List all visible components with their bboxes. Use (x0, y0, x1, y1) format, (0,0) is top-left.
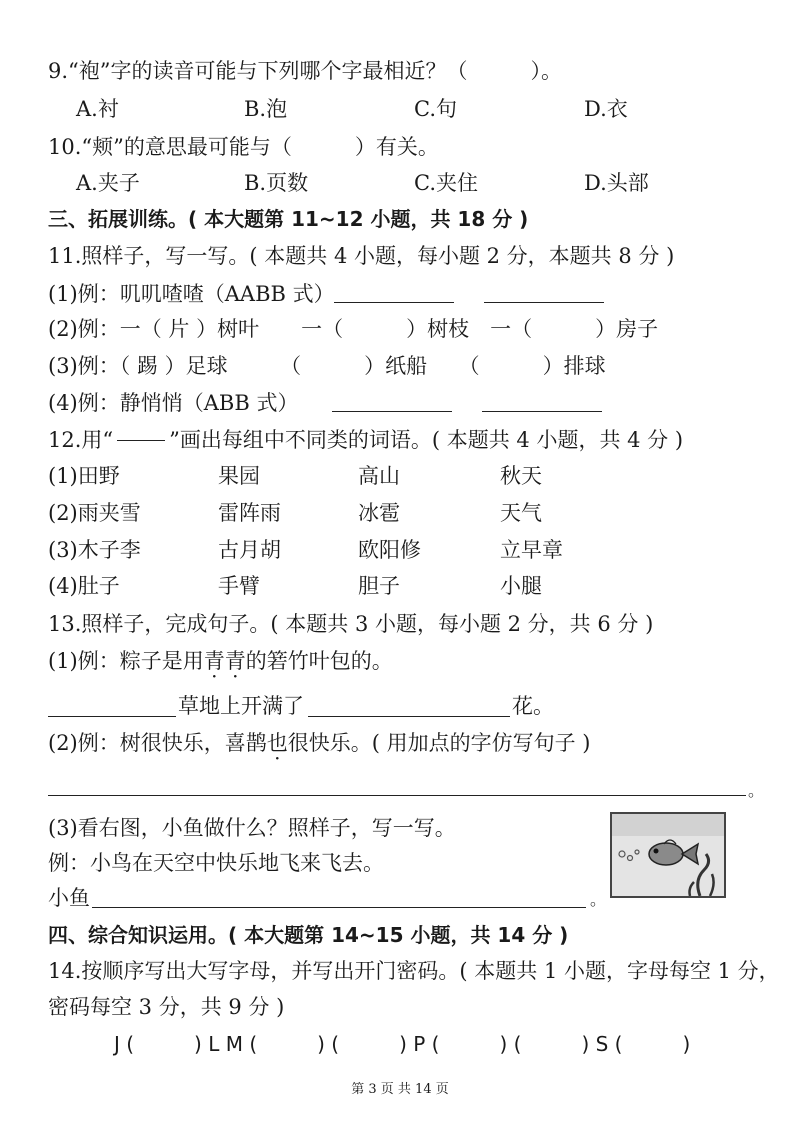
q13-ex2-dotted: 也 (266, 731, 288, 755)
q11-1-blank-b[interactable] (484, 302, 604, 303)
q11-item-2: (2)例：一（ 片 ）树叶 一（ ）树枝 一（ ）房子 (48, 317, 659, 341)
q9-option-b: B.泡 (244, 97, 288, 121)
q12-row1-c4[interactable]: 秋天 (500, 464, 542, 488)
q11-1-blank-a[interactable] (334, 302, 454, 303)
q10-stem: 10.“颊”的意思最可能与（ ）有关。 (48, 135, 439, 159)
q13-example-2 (48, 730, 591, 756)
q12-row2-c3[interactable]: 冰雹 (358, 501, 400, 525)
q9-option-a: A.衬 (76, 97, 119, 121)
q11-item-4: (4)例：静悄悄（ABB 式） (48, 391, 299, 415)
page-number: 第 3 页 共 14 页 (351, 1082, 449, 1097)
q13-1-blank-b[interactable] (308, 716, 510, 717)
q12-row3-c2[interactable]: 古月胡 (218, 538, 281, 562)
q10-option-b: B.页数 (244, 171, 309, 195)
q12-row4-c1: (4)肚子 (48, 574, 120, 598)
q11-4-blank-a[interactable] (332, 411, 452, 412)
q11-item-3: (3)例：（ 踢 ）足球 （ ）纸船 （ ）排球 (48, 354, 606, 378)
q11-4-blank-b[interactable] (482, 411, 602, 412)
q12-row3-c3[interactable]: 欧阳修 (358, 538, 421, 562)
q13-ex2-part3: 很快乐。( 用加点的字仿写句子 ) (287, 731, 591, 755)
q13-3-end-mark: 。 (590, 890, 607, 909)
q14-letters[interactable]: J ( ) L M ( ) ( ) P ( ) ( ) S ( ) (114, 1032, 691, 1056)
q12-row4-c3[interactable]: 胆子 (358, 574, 400, 598)
fish-picture (610, 812, 726, 898)
q10-option-a: A.夹子 (76, 171, 140, 195)
q14-stem-line1: 14.按顺序写出大写字母，并写出开门密码。( 本题共 1 小题，字母每空 1 分， (48, 959, 780, 983)
q13-3-answer-line[interactable] (92, 907, 586, 908)
q13-ex1-part3: 的箬竹叶包的。 (245, 649, 393, 673)
q12-stem-start: 12.用“ (48, 428, 114, 452)
q13-1-blank-a[interactable] (48, 716, 176, 717)
q9-option-c: C.句 (414, 97, 457, 121)
q9-option-d: D.衣 (584, 97, 628, 121)
q12-row4-c2[interactable]: 手臂 (218, 574, 260, 598)
q12-row3-c1: (3)木子李 (48, 538, 141, 562)
q13-3-prompt: (3)看右图，小鱼做什么？照样子，写一写。 (48, 816, 456, 840)
q13-ex2-part1: (2)例：树很快乐，喜鹊 (48, 731, 267, 755)
q10-option-d: D.头部 (584, 171, 649, 195)
section4-title: 四、综合知识运用。( 本大题第 14~15 小题，共 14 分 ) (48, 923, 569, 947)
q13-fill1-end: 花。 (512, 694, 554, 718)
q12-row2-c4[interactable]: 天气 (500, 501, 542, 525)
q13-3-start: 小鱼 (48, 886, 90, 910)
q12-underline-sample (117, 440, 165, 441)
q14-stem-line2: 密码每空 3 分，共 9 分 ) (48, 995, 285, 1019)
q13-example-1 (48, 648, 393, 674)
fish-icon (612, 814, 724, 896)
q9-stem: 9.“袍”字的读音可能与下列哪个字最相近？（ ）。 (48, 59, 563, 83)
q12-row1-c2[interactable]: 果园 (218, 464, 260, 488)
q12-row1-c1: (1)田野 (48, 464, 120, 488)
q13-2-answer-line[interactable] (48, 795, 746, 796)
q12-stem-end: ”画出每组中不同类的词语。( 本题共 4 小题，共 4 分 ) (169, 428, 684, 452)
q11-stem: 11.照样子，写一写。( 本题共 4 小题，每小题 2 分，本题共 8 分 ) (48, 244, 675, 268)
q13-fill1-text: 草地上开满了 (178, 694, 304, 718)
q12-row1-c3[interactable]: 高山 (358, 464, 400, 488)
q10-option-c: C.夹住 (414, 171, 478, 195)
q12-row4-c4[interactable]: 小腿 (500, 574, 542, 598)
q13-ex1-dotted (204, 649, 246, 673)
q13-ex1-part1: (1)例：粽子是用 (48, 649, 204, 673)
q12-row2-c2[interactable]: 雷阵雨 (218, 501, 281, 525)
q12-row2-c1: (2)雨夹雪 (48, 501, 141, 525)
q13-ex1-dot-char-1: 青 (203, 649, 225, 673)
q12-stem (48, 427, 683, 453)
q12-row3-c4[interactable]: 立早章 (500, 538, 563, 562)
q13-stem: 13.照样子，完成句子。( 本题共 3 小题，每小题 2 分，共 6 分 ) (48, 612, 654, 636)
q13-ex1-dot-char-2: 青 (224, 649, 246, 673)
q11-item-1: (1)例：叽叽喳喳（AABB 式） (48, 282, 335, 306)
section3-title: 三、拓展训练。( 本大题第 11~12 小题，共 18 分 ) (48, 207, 529, 231)
q13-3-example: 例：小鸟在天空中快乐地飞来飞去。 (48, 851, 384, 875)
q13-2-end-mark: 。 (748, 781, 765, 800)
